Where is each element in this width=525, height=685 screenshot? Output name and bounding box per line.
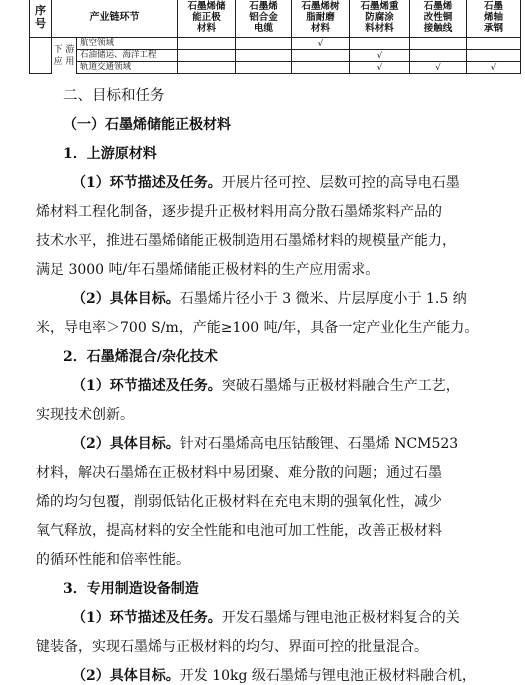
paragraph-line [72, 667, 476, 685]
paragraph-line [72, 435, 458, 453]
mark-cell [178, 50, 236, 62]
stage-text: 下 游 [53, 45, 75, 55]
header-col-1: 石墨烯储 能正极 材料 [178, 0, 236, 38]
mark-cell [350, 38, 410, 50]
industry-chain-table [29, 0, 521, 74]
table-header-row [30, 0, 521, 38]
mark-cell [178, 62, 236, 74]
para-text: 石墨烯片径小于 3 微米、片层厚度小于 1.5 纳 [179, 291, 467, 307]
paragraph-line: 烯材料工程化制备，逐步提升正极材料用高分散石墨烯浆料产品的 [36, 204, 442, 220]
section-title: 二、目标和任务 [63, 88, 165, 104]
mark-cell: √ [410, 62, 467, 74]
mark-cell [236, 62, 292, 74]
paragraph-line [72, 609, 460, 627]
paragraph-line [72, 174, 460, 192]
para-text: 开发 10kg 级石墨烯与锂电池正极材料融合机， [179, 668, 476, 684]
field-label: 轨道交通领域 [80, 62, 132, 72]
seq-cell [30, 38, 52, 74]
header-seq: 序 号 [30, 0, 52, 38]
item-title: 3．专用制造设备制造 [63, 581, 199, 597]
paragraph-line [72, 290, 467, 308]
para-lead: （2）具体目标。 [72, 668, 180, 684]
para-lead: （1）环节描述及任务。 [72, 378, 222, 394]
mark-cell [410, 38, 467, 50]
item-title: 1．上游原材料 [63, 146, 157, 162]
mark-cell [292, 62, 350, 74]
subsection-title: （一）石墨烯储能正极材料 [63, 117, 231, 133]
field-label: 石油储运、海洋工程 [80, 50, 157, 60]
para-lead: （1）环节描述及任务。 [72, 175, 222, 191]
para-lead: （2）具体目标。 [72, 291, 180, 307]
table-row [30, 38, 521, 50]
paragraph-line [72, 377, 460, 395]
header-chain: 产业链环节 [52, 0, 178, 38]
mark-cell [467, 50, 521, 62]
mark-cell [236, 50, 292, 62]
para-text: 开展片径可控、层数可控的高导电石墨 [221, 175, 460, 191]
paragraph-line: 米，导电率＞700 S/m，产能≥100 吨/年，具备一定产业化生产能力。 [36, 320, 479, 336]
mark-cell: √ [350, 50, 410, 62]
para-lead: （2）具体目标。 [72, 436, 180, 452]
mark-cell [292, 50, 350, 62]
table-row [30, 62, 521, 74]
paragraph-line: 材料，解决石墨烯在正极材料中易团聚、难分散的问题；通过石墨 [36, 465, 442, 481]
table-row [30, 50, 521, 62]
paragraph-line: 烯的均匀包覆，削弱低钴化正极材料在充电末期的强氧化性，减少 [36, 494, 442, 510]
paragraph-line: 实现技术创新。 [36, 407, 134, 423]
paragraph-line: 氧气释放，提高材料的安全性能和电池可加工性能，改善正极材料 [36, 523, 442, 539]
mark-cell: √ [350, 62, 410, 74]
mark-cell [236, 38, 292, 50]
mark-cell [178, 38, 236, 50]
field-label: 航空领域 [80, 38, 115, 48]
stage-label [52, 38, 77, 67]
header-col-2: 石墨烯 铝合金 电缆 [236, 0, 292, 38]
paragraph-line: 的循环性能和倍率性能。 [36, 552, 190, 568]
mark-cell [410, 50, 467, 62]
paragraph-line: 满足 3000 吨/年石墨烯储能正极材料的生产应用需求。 [36, 262, 380, 278]
para-text: 针对石墨烯高电压钴酸锂、石墨烯 NCM523 [179, 436, 459, 452]
header-col-3: 石墨烯树 脂耐磨 材料 [292, 0, 350, 38]
header-col-4: 石墨烯重 防腐涂 料材料 [350, 0, 410, 38]
para-text: 开发石墨烯与锂电池正极材料复合的关 [221, 610, 460, 626]
mark-cell: √ [292, 38, 350, 50]
paragraph-line: 键装备，实现石墨烯与正极材料的均匀、界面可控的批量混合。 [36, 639, 428, 655]
stage-text: 应 用 [53, 57, 75, 67]
mark-cell [467, 38, 521, 50]
header-col-6: 石墨 烯轴 承钢 [467, 0, 521, 38]
para-text: 突破石墨烯与正极材料融合生产工艺， [221, 378, 460, 394]
mark-cell: √ [467, 62, 521, 74]
header-col-5: 石墨烯 改性铜 接触线 [410, 0, 467, 38]
para-lead: （1）环节描述及任务。 [72, 610, 222, 626]
paragraph-line: 技术水平，推进石墨烯储能正极制造用石墨烯材料的规模量产能力， [36, 233, 456, 249]
item-title: 2．石墨烯混合/杂化技术 [63, 349, 218, 365]
